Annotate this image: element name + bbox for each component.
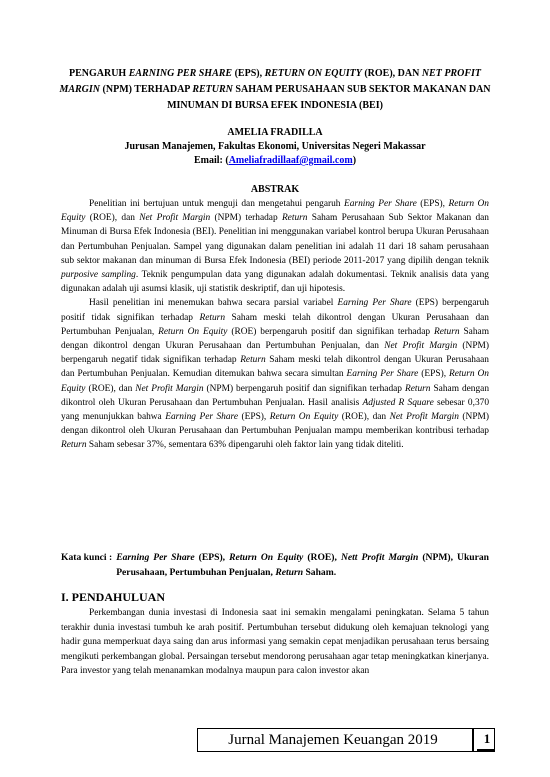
page-number: 1: [483, 731, 491, 746]
abstract-paragraph-2: Hasil penelitian ini menemukan bahwa secara parsial variabel Earning Per Share (EPS) berpengaruh positif tidak signifikan terhadap Return Saham meski telah dikontrol dengan Ukuran Perusahaan dan Pertumbuhan Penjualan, Return On Equity (ROE) berpengaruh positif dan signifikan terhadap Return Saham dengan dikontrol dengan Ukuran Perusahaan dan Pertumbuhan Penjualan, dan Net Profit Margin (NPM) berpengaruh negatif tidak signifikan terhadap Return Saham meski telah dikontrol dengan Ukuran Perusahaan dan Pertumbuhan Penjualan. Kemudian ditemukan bahwa secara simultan Earning Per Share (EPS), Return On Equity (ROE), dan Net Profit Margin (NPM) berpengaruh positif dan signifikan terhadap Return Saham dengan dikontrol oleh Ukuran Perusahaan dan Pertumbuhan Penjualan. Hasil analisis Adjusted R Square sebesar 0,370 yang menunjukkan bahwa Earning Per Share (EPS), Return On Equity (ROE), dan Net Profit Margin (NPM) dengan dikontrol oleh Ukuran Perusahaan dan Pertumbuhan Penjualan mampu memberikan kontribusi terhadap Return Saham sebesar 37%, sementara 63% dipengaruhi oleh faktor lain yang tidak diteliti.: [61, 298, 490, 451]
abstract-heading: ABSTRAK: [250, 184, 300, 195]
page-footer: [197, 728, 495, 752]
footer-divider: [472, 729, 474, 751]
abstract-body: [61, 197, 489, 453]
body-paragraph: Perkembangan dunia investasi di Indonesia saat ini semakin mengalami peningkatan. Selama 5 tahun terakhir dunia investasi tumbuh ke arah positif. Pertumbuhan tersebut didukung oleh kemajuan teknologi yang hadir guna memperkuat daya saing dan arus informasi yang semakin cepat menjadikan perusahaan terus bersaing mengikuti perkembangan global. Persaingan tersebut mendorong perusahaan agar tetap meningkatkan kinerjanya. Para investor yang telah menanamkan modalnya maupun para calon investor akan: [61, 608, 489, 677]
section-heading-pendahuluan: I. PENDAHULUAN: [61, 590, 166, 604]
author-block: [58, 126, 492, 168]
paper-title: PENGARUH EARNING PER SHARE (EPS), RETURN ON EQUITY (ROE), DAN NET PROFIT MARGIN (NPM) TERHADAP RETURN SAHAM PERUSAHAAN SUB SEKTOR MAKANAN DAN MINUMAN DI BURSA EFEK INDONESIA (BEI): [59, 68, 491, 111]
author-affiliation: Jurusan Manajemen, Fakultas Ekonomi, Universitas Negeri Makassar: [124, 141, 426, 152]
section-body-pendahuluan: [61, 606, 489, 679]
footer-journal-name: Jurnal Manajemen Keuangan 2019: [228, 732, 438, 748]
author-email-link[interactable]: Ameliafradillaaf@gmail.com: [228, 155, 353, 166]
keywords-block: [61, 550, 489, 580]
abstract-paragraph-1: Penelitian ini bertujuan untuk menguji dan mengetahui pengaruh Earning Per Share (EPS), Return On Equity (ROE), dan Net Profit Margin (NPM) terhadap Return Saham Perusahaan Sub Sektor Makanan dan Minuman di Bursa Efek Indonesia (BEI). Penelitian ini menggunakan variabel kontrol berupa Ukuran Perusahaan dan Pertumbuhan Penjualan. Sampel yang digunakan dalam penelitian ini adalah 11 dari 18 saham perusahaan sub sektor makanan dan minuman di Bursa Efek Indonesia (BEI) periode 2011-2017 yang dipilih dengan teknik purposive sampling. Teknik pengumpulan data yang digunakan adalah dokumentasi. Teknik analisis data yang digunakan adalah uji asumsi klasik, uji statistik deskriptif, dan uji hipotesis.: [61, 199, 489, 295]
keywords-list: Earning Per Share (EPS), Return On Equity (ROE), Nett Profit Margin (NPM), Ukuran Perusahaan, Pertumbuhan Penjualan, Return Saham.: [116, 552, 490, 578]
author-email-line: Email: (Ameliafradillaaf@gmail.com): [193, 155, 357, 166]
keywords-label: Kata kunci :: [61, 552, 113, 563]
page-number-underline: [477, 749, 494, 751]
author-name: AMELIA FRADILLA: [227, 127, 323, 138]
